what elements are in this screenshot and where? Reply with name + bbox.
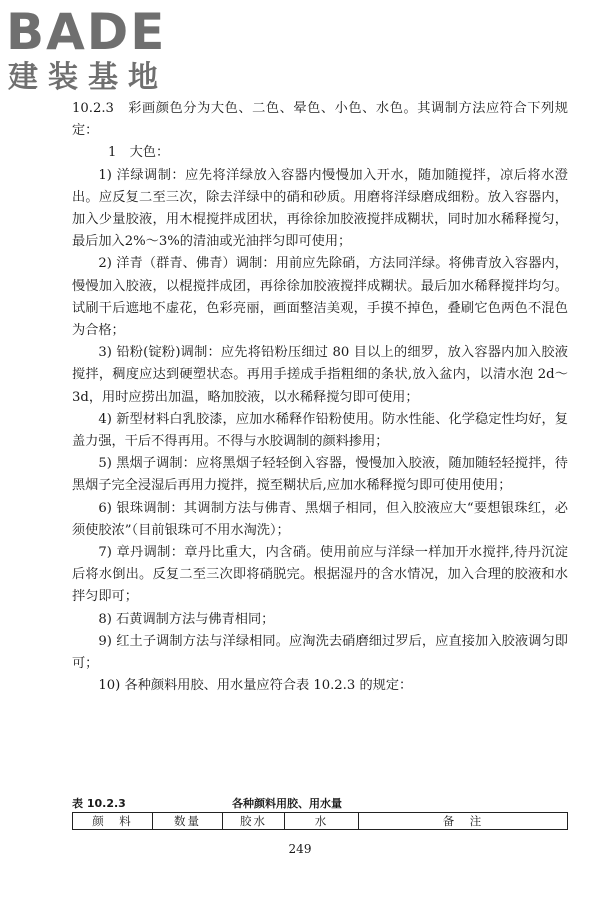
list-item: 7) 章丹调制：章丹比重大，内含硝。使用前应与洋绿一样加开水搅拌,待丹沉淀后将水倒出。反复二至三次即将硝脱完。根据湿丹的含水情况，加入合理的胶液和水拌匀即可； [72,545,568,605]
header-water: 水 [285,813,359,830]
list-item: 3) 铅粉(锭粉)调制：应先将铅粉压细过 80 目以上的细罗，放入容器内加入胶液搅拌，稠度应达到硬塑状态。再用手搓成手指粗细的条状,放入盆内，以清水泡 2d～3d，用时应捞出加温，略加胶液，以水稀释搅匀即可使用； [72,345,568,405]
page-body [72,98,568,697]
table-label: 表 10.2.3 [72,797,126,810]
table-title: 各种颜料用胶、用水量 [232,797,342,810]
section-heading: 10.2.3 彩画颜色分为大色、二色、晕色、小色、水色。其调制方法应符合下列规定： [72,101,568,139]
header-glue: 胶水 [223,813,285,830]
header-remarks: 备 注 [359,813,568,830]
list-item: 2) 洋青（群青、佛青）调制：用前应先除硝，方法同洋绿。将佛青放入容器内，慢慢加入胶液，以棍搅拌成团，再徐徐加胶液搅拌成糊状。最后加水稀释搅拌均匀。试刷干后遮地不虚花，色彩亮丽，画面整洁美观，手摸不掉色，叠刷它色两色不混色为合格； [72,256,568,339]
header-quantity: 数量 [153,813,223,830]
list-item: 4) 新型材料白乳胶漆，应加水稀释作铅粉使用。防水性能、化学稳定性均好，复盖力强，干后不得再用。不得与水胶调制的颜料掺用； [72,411,568,450]
table-header-row [73,813,568,830]
list-item: 5) 黑烟子调制：应将黑烟子轻轻倒入容器，慢慢加入胶液，随加随轻轻搅拌，待黑烟子完全浸湿后再用力搅拌，搅至糊状后,应加水稀释搅匀即可使用使用； [72,456,568,494]
header-pigment: 颜 料 [73,813,153,830]
bade-logo [6,4,186,100]
table-10-2-3 [72,795,568,830]
subsection-heading: 1 大色： [108,145,170,161]
list-item: 1) 洋绿调制：应先将洋绿放入容器内慢慢加入开水，随加随搅拌，凉后将水澄出。应反复二至三次，除去洋绿中的硝和砂质。用磨将洋绿磨成细粉。放入容器内，加入少量胶液，用木棍搅拌成团状，再徐徐加胶液搅拌成糊状，同时加水稀释搅匀，最后加入2%～3%的清油或光油拌匀即可使用； [72,167,568,250]
list-item: 9) 红土子调制方法与洋绿相同。应淘洗去硝磨细过罗后，应直接加入胶液调匀即可； [72,633,568,672]
table-caption [72,795,568,810]
list-item: 8) 石黄调制方法与佛青相同； [98,611,275,627]
list-item: 10) 各种颜料用胶、用水量应符合表 10.2.3 的规定： [98,678,413,694]
list-item: 6) 银珠调制：其调制方法与佛青、黑烟子相同，但入胶液应大“要想银珠红，必须使胶浓”（目前银珠可不用水淘洗）； [72,500,568,538]
logo-wordmark: BADE [6,3,167,61]
logo-subtitle: 建装基地 [8,60,168,95]
page-number: 249 [288,842,312,856]
pigment-table [72,812,568,830]
